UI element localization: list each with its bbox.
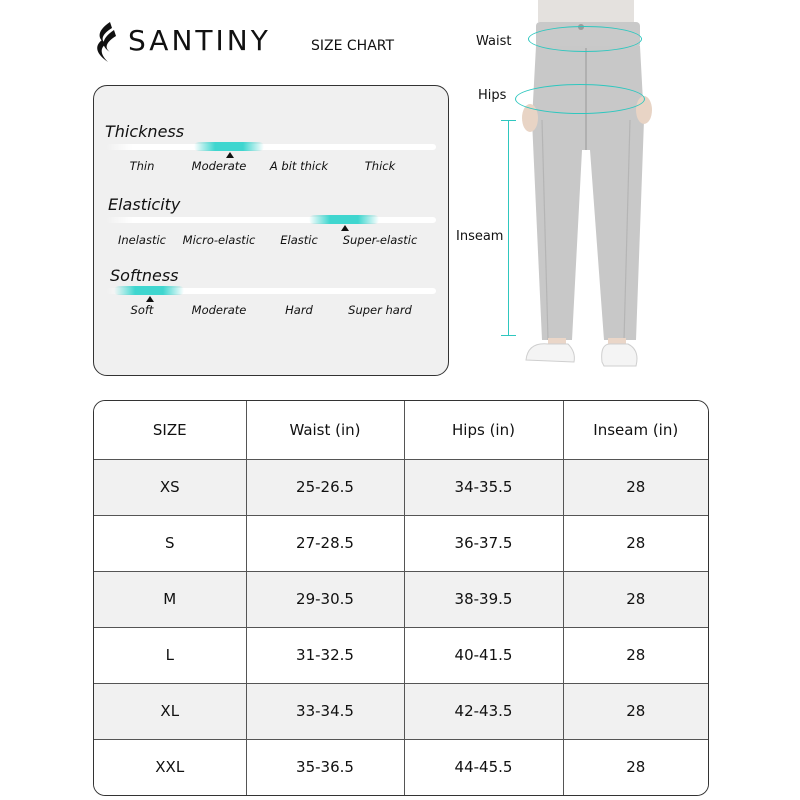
thickness-level-thin: Thin: [129, 159, 155, 173]
softness-level-hard: Hard: [285, 303, 313, 317]
waist-label: Waist: [476, 34, 512, 49]
elasticity-caret-icon: [341, 225, 349, 231]
elasticity-track: [106, 217, 436, 223]
inseam-bottom-tick: [501, 335, 516, 336]
waist-cell: 33-34.5: [246, 683, 404, 739]
table-row: [94, 459, 708, 515]
inseam-cell: 28: [563, 627, 708, 683]
elasticity-level-inelastic: Inelastic: [117, 233, 167, 247]
softness-indicator: [114, 286, 184, 295]
size-cell: L: [94, 627, 246, 683]
waist-cell: 25-26.5: [246, 459, 404, 515]
table-header-row: [94, 401, 708, 459]
table-row: [94, 739, 708, 795]
elasticity-level-micro-elastic: Micro-elastic: [182, 233, 256, 247]
header-inseam: Inseam (in): [563, 401, 708, 459]
header-waist: Waist (in): [246, 401, 404, 459]
thickness-caret-icon: [226, 152, 234, 158]
header-hips: Hips (in): [404, 401, 563, 459]
hips-ring: [515, 84, 645, 114]
size-table: [93, 400, 709, 796]
inseam-cell: 28: [563, 515, 708, 571]
fabric-attributes-panel: [93, 85, 449, 376]
table-row: [94, 683, 708, 739]
hips-cell: 38-39.5: [404, 571, 563, 627]
elasticity-indicator: [309, 215, 379, 224]
thickness-indicator: [194, 142, 264, 151]
inseam-top-tick: [501, 120, 516, 121]
table-row: [94, 571, 708, 627]
inseam-cell: 28: [563, 739, 708, 795]
hips-cell: 44-45.5: [404, 739, 563, 795]
model-pants-illustration: [518, 0, 656, 375]
inseam-cell: 28: [563, 459, 708, 515]
thickness-level-a-bit-thick: A bit thick: [269, 159, 329, 173]
elasticity-level-super-elastic: Super-elastic: [342, 233, 418, 247]
size-cell: M: [94, 571, 246, 627]
softness-title: Softness: [110, 266, 179, 285]
softness-level-super-hard: Super hard: [348, 303, 412, 317]
brand-subtitle: SIZE CHART: [311, 38, 395, 54]
softness-caret-icon: [146, 296, 154, 302]
hips-cell: 34-35.5: [404, 459, 563, 515]
waist-cell: 29-30.5: [246, 571, 404, 627]
inseam-cell: 28: [563, 683, 708, 739]
table-row: [94, 627, 708, 683]
hips-label: Hips: [478, 88, 507, 103]
size-cell: S: [94, 515, 246, 571]
softness-level-moderate: Moderate: [191, 303, 247, 317]
inseam-cell: 28: [563, 571, 708, 627]
table-row: [94, 515, 708, 571]
waist-cell: 31-32.5: [246, 627, 404, 683]
waist-ring: [528, 26, 642, 52]
waist-cell: 27-28.5: [246, 515, 404, 571]
brand-name: SANTINY: [128, 24, 271, 57]
santiny-logo-icon: [92, 20, 120, 64]
thickness-level-moderate: Moderate: [191, 159, 247, 173]
hips-cell: 40-41.5: [404, 627, 563, 683]
header-size: SIZE: [94, 401, 246, 459]
hips-cell: 42-43.5: [404, 683, 563, 739]
size-cell: XXL: [94, 739, 246, 795]
thickness-level-thick: Thick: [364, 159, 396, 173]
elasticity-level-elastic: Elastic: [280, 233, 318, 247]
softness-level-soft: Soft: [130, 303, 154, 317]
thickness-title: Thickness: [105, 122, 185, 141]
elasticity-title: Elasticity: [108, 195, 181, 214]
thickness-track: [106, 144, 436, 150]
size-cell: XS: [94, 459, 246, 515]
inseam-label: Inseam: [456, 229, 504, 244]
hips-cell: 36-37.5: [404, 515, 563, 571]
inseam-measure-line: [508, 120, 509, 335]
waist-cell: 35-36.5: [246, 739, 404, 795]
size-cell: XL: [94, 683, 246, 739]
